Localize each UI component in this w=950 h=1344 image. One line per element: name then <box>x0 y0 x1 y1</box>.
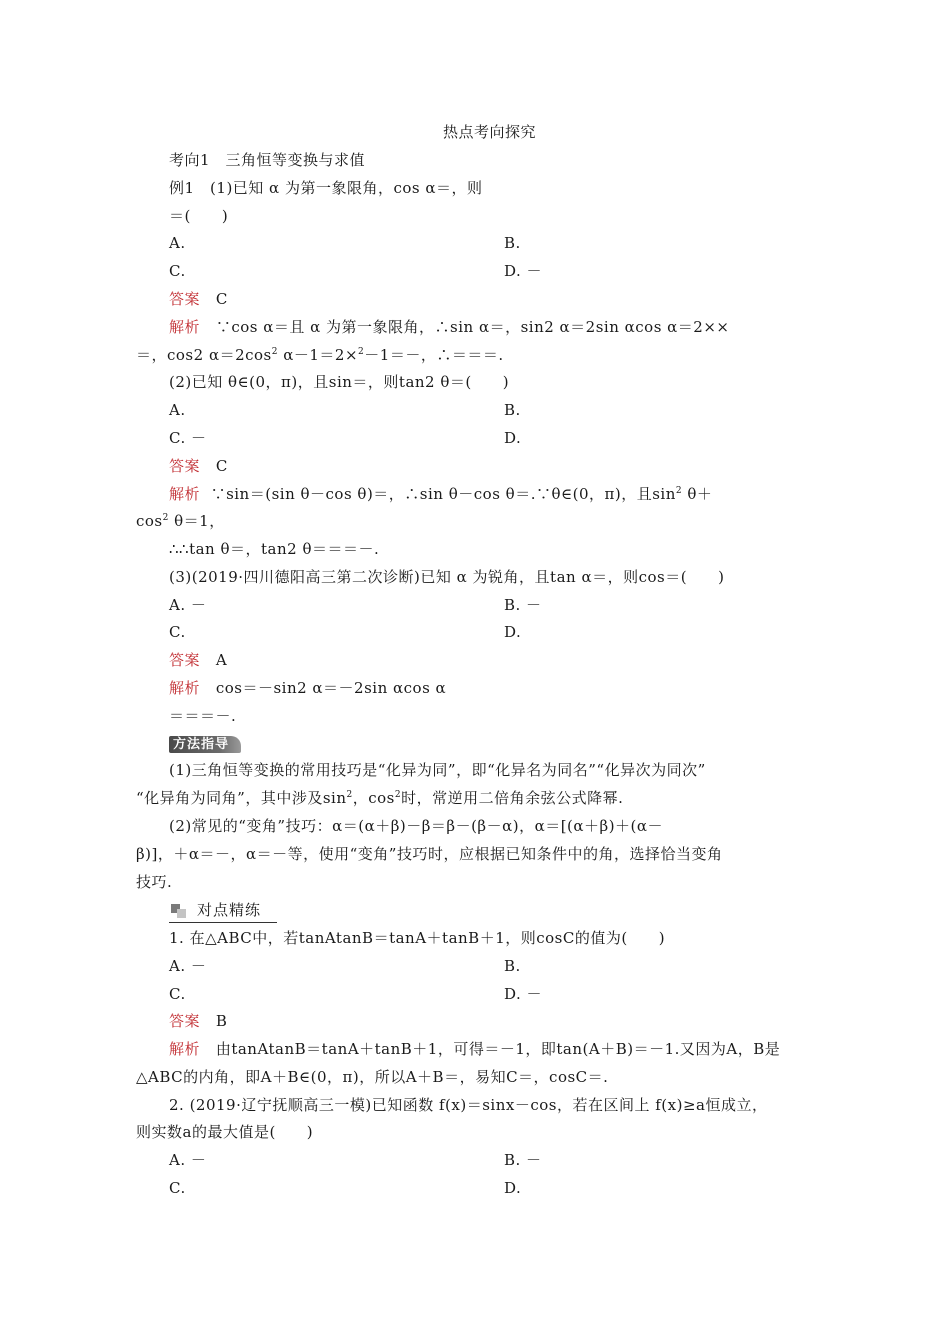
option-a: A. <box>169 234 186 252</box>
analysis-continuation: $\cos^2 \theta=1$， <box>136 512 225 530</box>
analysis-text: ∵cos α＝且 α 为第一象限角，∴sin α＝，sin2 α＝2sin αcos α＝2×× <box>215 318 730 336</box>
analysis-continuation: ∴∴tan θ＝，tan2 θ＝＝＝－. <box>169 540 380 558</box>
option-b: B. － <box>504 596 542 614</box>
option-d: D. <box>504 623 522 641</box>
analysis-text: cos＝－sin2 α＝－2sin αcos α <box>215 679 447 697</box>
option-d: D. <box>504 429 522 447</box>
option-d: D. － <box>504 985 543 1003</box>
practice-question-2: 2. (2019·辽宁抚顺高三一模)已知函数 f(x)＝sinx－cos，若在区间上 f(x)≥a恒成立， <box>169 1096 768 1114</box>
method-text: 技巧. <box>136 873 173 891</box>
practice-question-1: 1. 在△ABC中，若tanAtanB＝tanA＋tanB＋1，则cosC的值为( ) <box>169 929 666 947</box>
option-a: A. <box>169 401 186 419</box>
option-c: C. <box>169 262 186 280</box>
analysis-continuation: ＝＝＝－. <box>169 707 237 725</box>
analysis-row <box>169 317 729 337</box>
option-a: A. － <box>169 596 207 614</box>
answer-value: B <box>215 1012 228 1030</box>
analysis-row: 解析 ∵sin＝(sin θ－cos θ)＝，∴sin θ－cos θ＝.∵θ∈(0，π)，且$\sin^2 \theta+$ <box>169 485 713 503</box>
example-1-part3-question: (3)(2019·四川德阳高三第二次诊断)已知 α 为锐角，且tan α＝，则cos＝( ) <box>169 568 725 586</box>
topic-heading: 考向1 三角恒等变换与求值 <box>169 151 366 169</box>
option-c: C. － <box>169 429 207 447</box>
analysis-label: 解析 <box>169 679 201 697</box>
answer-label: 答案 <box>169 457 201 475</box>
analysis-continuation: △ABC的内角，即A＋B∈(0，π)，所以A＋B＝，易知C＝，cosC＝. <box>136 1068 609 1086</box>
method-text: β)]，＋α＝－，α＝－等，使用“变角”技巧时，应根据已知条件中的角，选择恰当变角 <box>136 845 723 863</box>
answer-label: 答案 <box>169 290 201 308</box>
answer-label: 答案 <box>169 651 201 669</box>
example-1-part2-question: (2)已知 θ∈(0，π)，且sin＝，则tan2 θ＝( ) <box>169 373 510 391</box>
option-a: A. － <box>169 1151 207 1169</box>
answer-row <box>169 650 227 670</box>
option-a: A. － <box>169 957 207 975</box>
option-b: B. <box>504 234 521 252</box>
option-d: D. <box>504 1179 522 1197</box>
option-b: B. － <box>504 1151 542 1169</box>
practice-square-icon <box>177 909 186 918</box>
option-d: D. － <box>504 262 543 280</box>
analysis-label: 解析 <box>169 1040 201 1058</box>
analysis-text: 由tanAtanB＝tanA＋tanB＋1，可得＝－1，即tan(A＋B)＝－1.又因为A，B是 <box>215 1040 781 1058</box>
option-b: B. <box>504 401 521 419</box>
method-text: (2)常见的“变角”技巧：α＝(α＋β)－β＝β－(β－α)，α＝[(α＋β)＋(α－ <box>169 817 664 835</box>
answer-value: C <box>215 290 228 308</box>
option-b: B. <box>504 957 521 975</box>
analysis-continuation: ＝，cos2 $\alpha=2\cos^2$ α－1＝2×$^2$－1＝－，∴＝＝＝. <box>136 346 504 364</box>
analysis-label: 解析 <box>169 318 201 336</box>
section-title: 热点考向探究 <box>443 123 537 141</box>
answer-value: C <box>215 457 228 475</box>
practice-heading: 对点精练 <box>169 900 277 923</box>
analysis-label: 解析 <box>169 485 201 503</box>
method-text: (1)三角恒等变换的常用技巧是“化异为同”，即“化异名为同名”“化异次为同次” <box>169 761 706 779</box>
analysis-row <box>169 678 446 698</box>
answer-value: A <box>215 651 228 669</box>
example-1-question-line2: ＝( ) <box>169 207 229 225</box>
option-c: C. <box>169 985 186 1003</box>
answer-label: 答案 <box>169 1012 201 1030</box>
option-c: C. <box>169 1179 186 1197</box>
answer-row <box>169 1011 227 1031</box>
method-text: “化异角为同角”，其中涉及$\sin^2$，$\cos^2$时，常逆用二倍角余弦公式降幂. <box>136 789 624 807</box>
method-badge: 方法指导 <box>169 736 241 753</box>
practice-question-2-continuation: 则实数a的最大值是( ) <box>136 1123 314 1141</box>
example-1-question-line1: 例1 (1)已知 α 为第一象限角，cos α＝，则 <box>169 179 483 197</box>
option-c: C. <box>169 623 186 641</box>
answer-row <box>169 289 228 309</box>
answer-row <box>169 456 228 476</box>
analysis-row <box>169 1039 780 1059</box>
